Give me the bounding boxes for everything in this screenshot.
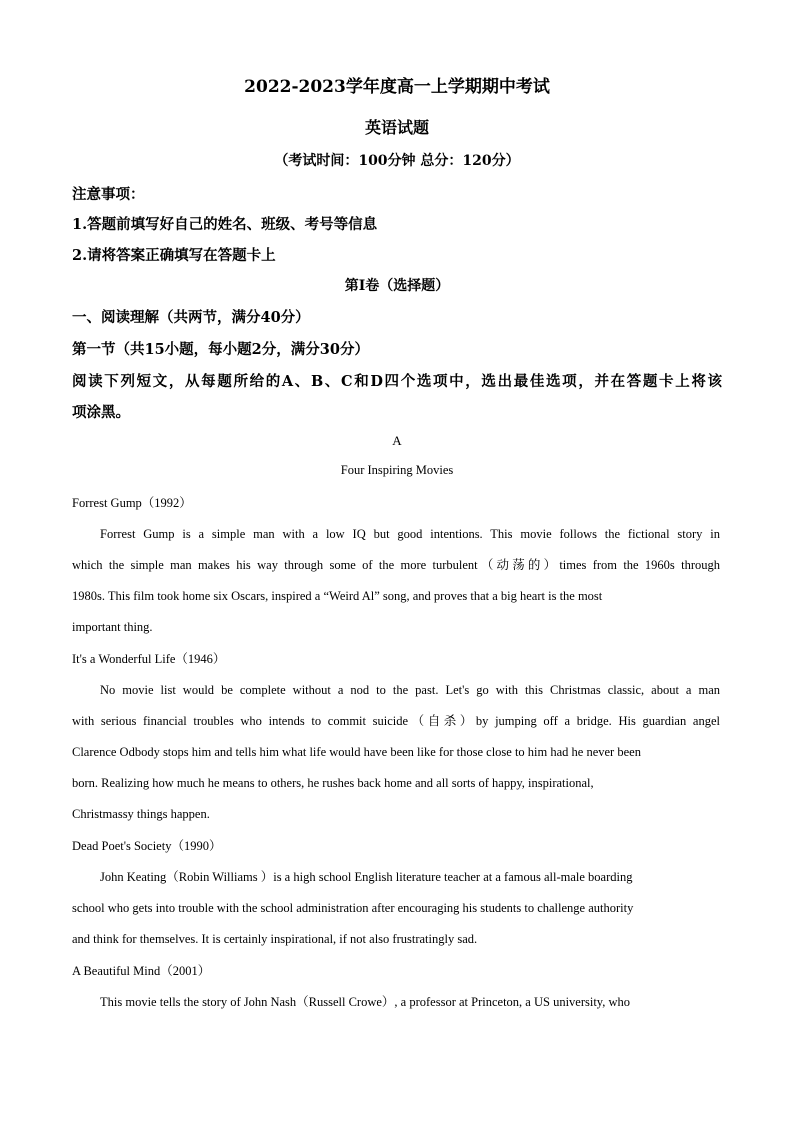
note-item: 2.请将答案正确填写在答题卡上	[72, 247, 276, 264]
paragraph-line: born. Realizing how much he means to others, he rushes back home and all sorts of happy, inspirational,	[72, 776, 594, 790]
paragraph-line: Clarence Odbody stops him and tells him what life would have been like for those close to him had he never been	[72, 745, 641, 759]
paragraph-line: important thing.	[72, 620, 153, 634]
exam-subject: 英语试题	[364, 118, 429, 137]
movie-heading: Dead Poet's Society（1990）	[72, 839, 222, 853]
passage-label: A	[392, 433, 402, 448]
volume-heading: 第I卷（选择题）	[344, 278, 450, 294]
note-item: 1.答题前填写好自己的姓名、班级、考号等信息	[72, 216, 378, 233]
paragraph-line: with serious financial troubles who intends to commit suicide（自杀）by jumping off a bridge. His guardian angel	[72, 714, 720, 728]
paragraph-line: 1980s. This film took home six Oscars, inspired a “Weird Al” song, and proves that a big heart is the most	[72, 589, 603, 603]
paragraph-line: school who gets into trouble with the school administration after encouraging his students to challenge authority	[72, 901, 634, 915]
paragraph-line: and think for themselves. It is certainly inspirational, if not also frustratingly sad.	[72, 932, 478, 946]
notes-heading: 注意事项：	[72, 186, 145, 203]
paragraph-line: No movie list would be complete without a nod to the past. Let's go with this Christmas classic, about a man	[100, 683, 720, 697]
passage-title: Four Inspiring Movies	[340, 463, 454, 477]
exam-title: 2022-2023学年度高一上学期期中考试	[244, 77, 550, 97]
movie-heading: A Beautiful Mind（2001）	[72, 964, 211, 978]
instruction-line: 阅读下列短文，从每题所给的A、B、C和D四个选项中，选出最佳选项，并在答题卡上将该	[72, 373, 722, 390]
instruction-line: 项涂黑。	[72, 404, 130, 421]
paragraph-line: Christmassy things happen.	[72, 807, 210, 821]
movie-heading: It's a Wonderful Life（1946）	[72, 652, 226, 666]
paragraph-line: which the simple man makes his way through some of the more turbulent（动荡的）times from the 1960s through	[72, 558, 720, 572]
part-heading: 一、阅读理解（共两节，满分40分）	[72, 309, 310, 326]
exam-time-score: （考试时间：100分钟 总分：120分）	[274, 153, 520, 169]
movie-heading: Forrest Gump（1992）	[72, 496, 192, 510]
paragraph-line: This movie tells the story of John Nash（Russell Crowe）, a professor at Princeton, a US university, who	[100, 995, 631, 1009]
paragraph-line: John Keating（Robin Williams ）is a high school English literature teacher at a famous all-male boarding	[100, 870, 633, 884]
paragraph-line: Forrest Gump is a simple man with a low IQ but good intentions. This movie follows the fictional story in	[100, 527, 720, 541]
subpart-heading: 第一节（共15小题，每小题2分，满分30分）	[72, 341, 369, 358]
